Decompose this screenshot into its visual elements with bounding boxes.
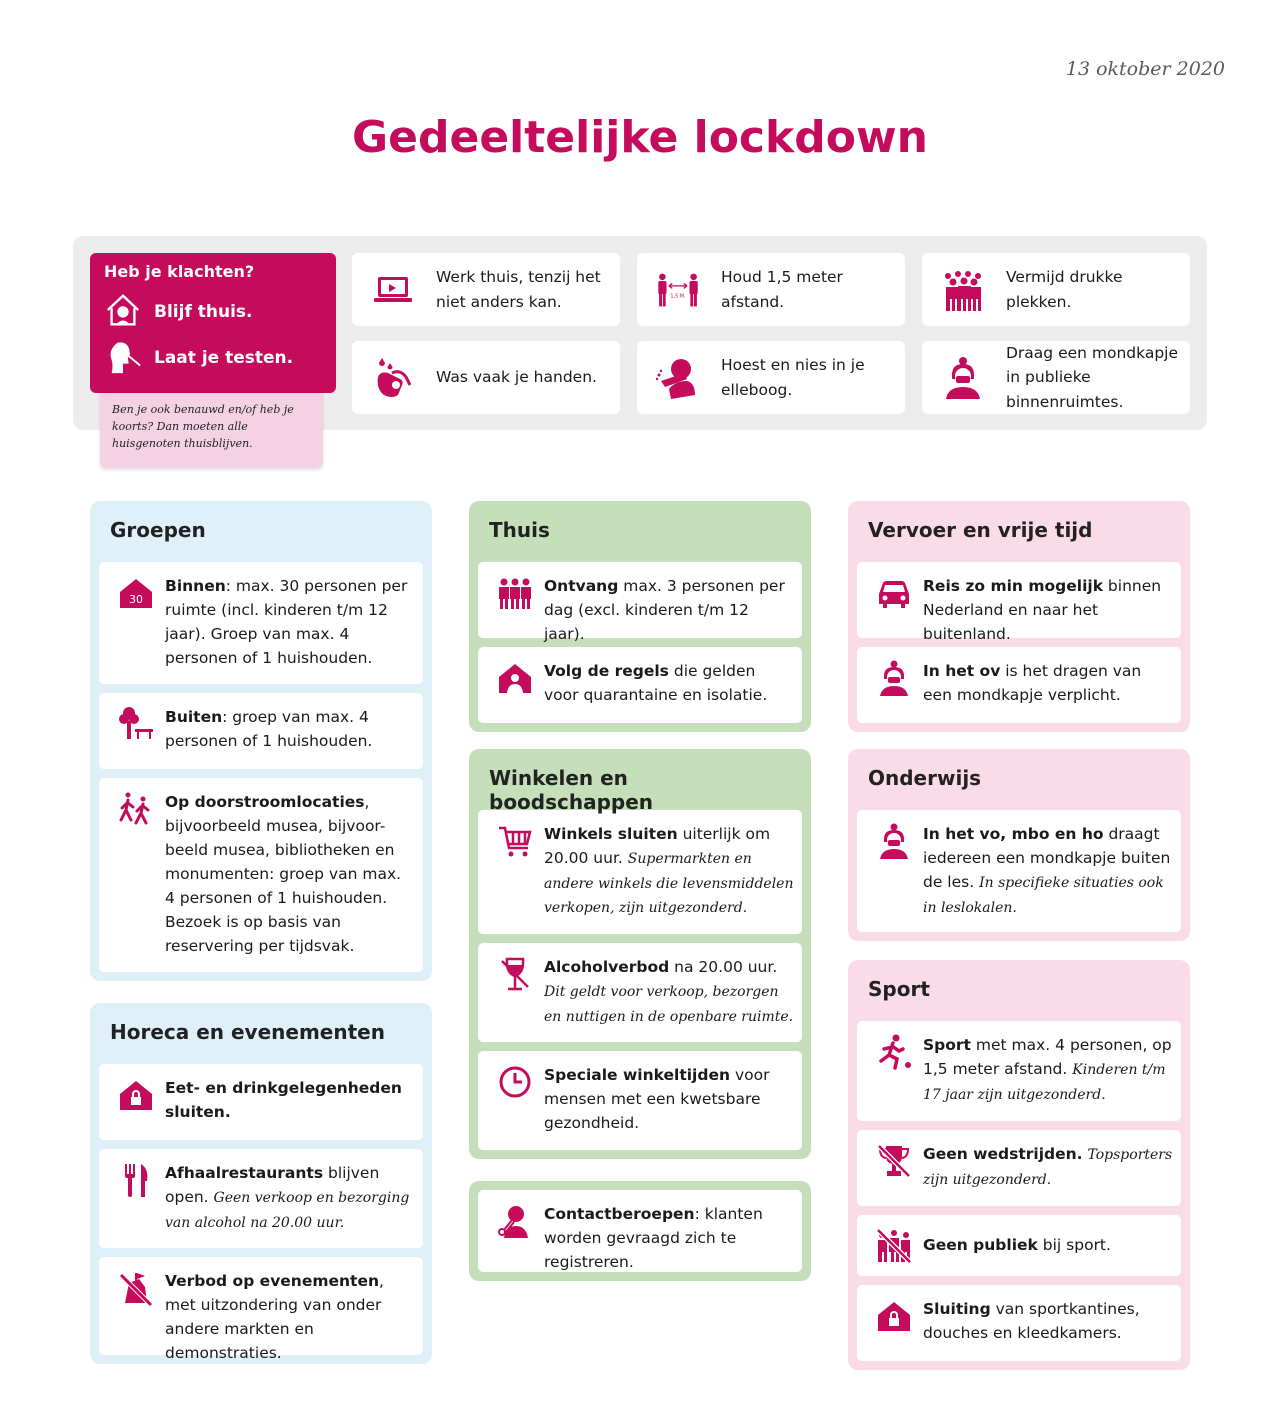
cough-elbow-icon: [649, 355, 707, 401]
panel-onderwijs: [848, 749, 1190, 941]
house-person-icon: [486, 659, 544, 697]
horeca-item-afhaal: [99, 1149, 423, 1248]
onderwijs-item: [857, 810, 1181, 932]
tip-text: Vermijd drukke plekken.: [1006, 268, 1123, 311]
panel-title: Horeca en evenementen: [110, 1020, 385, 1044]
contact-item: [478, 1190, 802, 1272]
get-tested-text: Laat je testen.: [154, 348, 294, 368]
tip-face-mask: [922, 341, 1190, 414]
tip-text: Hoest en nies in je elleboog.: [721, 356, 865, 399]
sport-item-publiek: [857, 1215, 1181, 1276]
panel-sport: [848, 960, 1190, 1370]
panel-title: Thuis: [489, 518, 550, 542]
panel-title: Sport: [868, 977, 930, 1001]
item-text: Geen publiek bij sport.: [923, 1236, 1111, 1255]
house-30-icon: [107, 574, 165, 612]
item-text: Sport met max. 4 personen, op 1,5 meter afstand. Kinderen t/m 17 jaar zijn uitgezonderd.: [923, 1036, 1172, 1103]
sport-item-kantines: [857, 1285, 1181, 1361]
face-mask-icon: [865, 659, 923, 697]
panel-title: Onderwijs: [868, 766, 982, 790]
clock-icon: [486, 1063, 544, 1101]
sport-item-wedstrijden: [857, 1130, 1181, 1206]
item-text: In het vo, mbo en ho draagt iedereen een mondkapje buiten de les. In specifieke situaties ook in leslokalen.: [923, 825, 1171, 916]
tip-work-from-home: [352, 253, 620, 326]
tip-cough-elbow: [637, 341, 905, 414]
test-swab-icon: [104, 337, 142, 380]
item-text: Ontvang max. 3 personen per dag (excl. kinderen t/m 12 jaar).: [544, 577, 785, 644]
item-text: Geen wedstrijden. Topsporters zijn uitgezonderd.: [923, 1145, 1173, 1188]
groepen-item-binnen: [99, 562, 423, 684]
laptop-icon: [364, 267, 422, 313]
item-text: In het ov is het dragen van een mondkapje verplicht.: [923, 662, 1142, 705]
tree-bench-icon: [107, 705, 165, 743]
item-text: Reis zo min mogelijk binnen Nederland en naar het buitenland.: [923, 577, 1162, 644]
item-text: Winkels sluiten uiterlijk om 20.00 uur. Supermarkten en andere winkels die levensmiddelen verkopen, zijn uitgezonderd.: [544, 825, 794, 917]
complaints-heading: Heb je klachten?: [104, 262, 255, 281]
car-icon: [865, 574, 923, 612]
tip-distance: [637, 253, 905, 326]
fork-knife-icon: [107, 1161, 165, 1199]
house-lock-icon: [107, 1076, 165, 1114]
item-text: Sluiting van sportkantines, douches en kleedkamers.: [923, 1300, 1140, 1343]
winkelen-item-sluiten: [478, 810, 802, 934]
publication-date: 13 oktober 2020: [1065, 58, 1225, 80]
no-crowd-icon: [865, 1227, 923, 1265]
panel-thuis: [469, 501, 811, 732]
shopping-cart-icon: [486, 822, 544, 860]
stay-home-row: [104, 289, 322, 335]
page-title: Gedeeltelijke lockdown: [352, 112, 928, 163]
vervoer-item-reis: [857, 562, 1181, 644]
tip-text: Was vaak je handen.: [436, 368, 597, 387]
item-text: Binnen: max. 30 personen per ruimte (incl. kinderen t/m 12 jaar). Groep van max. 4 personen of 1 huishouden.: [165, 577, 408, 668]
complaints-note: Ben je ook benauwd en/of heb je koorts? Dan moeten alle huisgenoten thuisblijven.: [100, 393, 323, 468]
three-people-icon: [486, 574, 544, 612]
face-mask-icon: [865, 822, 923, 860]
house-lock-icon: [865, 1297, 923, 1335]
thuis-item-ontvang: [478, 562, 802, 644]
house-sick-person-icon: [104, 291, 142, 334]
item-text: Buiten: groep van max. 4 personen of 1 huishouden.: [165, 708, 373, 751]
panel-vervoer: [848, 501, 1190, 732]
tip-text: Draag een mondkapje in publieke binnenruimtes.: [1006, 344, 1179, 411]
panel-groepen: [90, 501, 432, 981]
item-text: Verbod op evenementen, met uitzondering van onder andere markten en demonstraties.: [165, 1272, 384, 1363]
item-text: Contactberoepen: klanten worden gevraagd zich te registreren.: [544, 1205, 763, 1272]
tip-avoid-crowds: [922, 253, 1190, 326]
vervoer-item-ov: [857, 647, 1181, 723]
no-events-icon: [107, 1269, 165, 1307]
tip-text: Werk thuis, tenzij het niet anders kan.: [436, 268, 601, 311]
item-text: Eet- en drinkgelegenheden sluiten.: [165, 1079, 402, 1122]
panel-horeca: [90, 1003, 432, 1364]
no-trophy-icon: [865, 1142, 923, 1180]
svg-text:30: 30: [129, 593, 143, 606]
item-text: Op doorstroomlocaties, bijvoorbeeld musea, bijvoor-beeld musea, bibliotheken en monumenten: groep van max. 4 personen of 1 huishouden. Bezoek is op basis van reservering per tijdsvak.: [165, 793, 402, 956]
panel-title: Groepen: [110, 518, 206, 542]
tip-wash-hands: [352, 341, 620, 414]
item-text: Speciale winkeltijden voor mensen met een kwetsbare gezondheid.: [544, 1066, 770, 1133]
horeca-item-evenementen: [99, 1257, 423, 1363]
sport-item-sport: [857, 1021, 1181, 1121]
hairdresser-icon: [486, 1202, 544, 1240]
distance-icon: [649, 267, 707, 313]
runner-icon: [865, 1033, 923, 1071]
panel-title: Vervoer en vrije tijd: [868, 518, 1093, 542]
item-text: Volg de regels die gelden voor quarantaine en isolatie.: [544, 662, 768, 705]
handwash-icon: [364, 355, 422, 401]
tip-text: Houd 1,5 meter afstand.: [721, 268, 843, 311]
groepen-item-buiten: [99, 693, 423, 769]
item-text: Alcoholverbod na 20.00 uur. Dit geldt voor verkoop, bezorgen en nuttigen in de openbare ruimte.: [544, 958, 794, 1025]
groepen-item-doorstroom: [99, 778, 423, 972]
get-tested-row: [104, 335, 322, 381]
no-alcohol-icon: [486, 955, 544, 993]
crowd-icon: [934, 267, 992, 313]
walking-people-icon: [107, 790, 165, 828]
panel-winkelen: [469, 749, 811, 1159]
item-text: Afhaalrestaurants blijven open. Geen verkoop en bezorging van alcohol na 20.00 uur.: [165, 1164, 410, 1231]
winkelen-item-alcohol: [478, 943, 802, 1042]
stay-home-text: Blijf thuis.: [154, 302, 253, 322]
thuis-item-regels: [478, 647, 802, 723]
panel-contactberoepen: [469, 1181, 811, 1281]
face-mask-icon: [934, 355, 992, 401]
complaints-box: [90, 253, 336, 393]
horeca-item-eet-drink: [99, 1064, 423, 1140]
winkelen-item-winkeltijden: [478, 1051, 802, 1150]
panel-title: Winkelen en boodschappen: [489, 766, 654, 814]
distance-icon-label: 1,5 M.: [670, 292, 686, 299]
